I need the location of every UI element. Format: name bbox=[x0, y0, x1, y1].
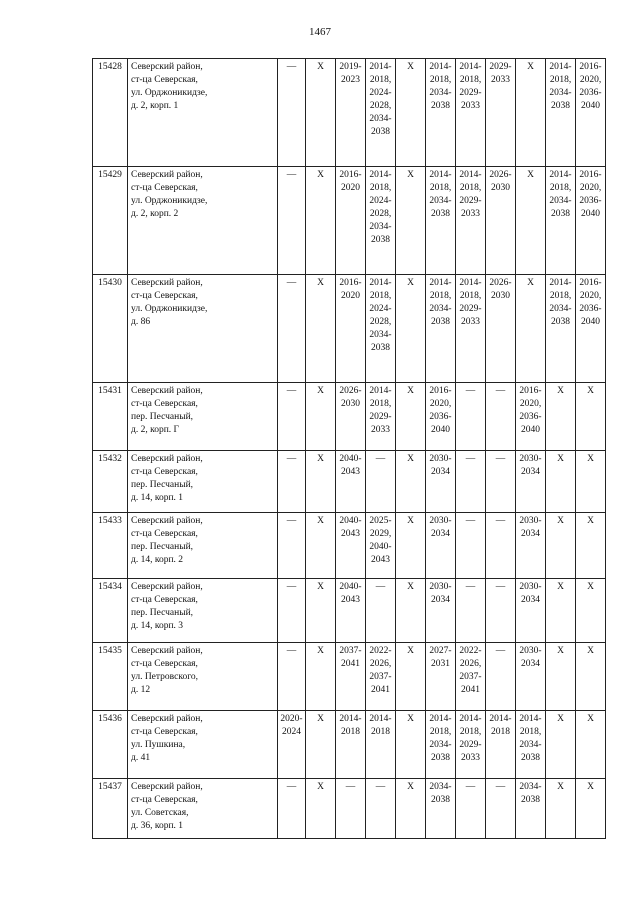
period-cell: 2016- 2020, 2036- 2040 bbox=[576, 275, 606, 383]
period-cell: 2016- 2020, 2036- 2040 bbox=[516, 383, 546, 451]
period-cell: — bbox=[486, 779, 516, 839]
period-cell: 2016- 2020 bbox=[336, 167, 366, 275]
period-cell: 2030- 2034 bbox=[426, 513, 456, 579]
table-row bbox=[93, 711, 606, 779]
period-cell: 2014- 2018, 2034- 2038 bbox=[426, 167, 456, 275]
row-id-cell: 15437 bbox=[93, 779, 128, 839]
period-cell: 2022- 2026, 2037- 2041 bbox=[366, 643, 396, 711]
period-cell: 2030- 2034 bbox=[426, 451, 456, 513]
period-cell: X bbox=[396, 59, 426, 167]
period-cell: 2014- 2018, 2034- 2038 bbox=[426, 275, 456, 383]
period-cell: 2014- 2018, 2034- 2038 bbox=[426, 711, 456, 779]
period-cell: — bbox=[278, 275, 306, 383]
registry-table bbox=[92, 58, 606, 839]
period-cell: X bbox=[546, 513, 576, 579]
row-id-cell: 15429 bbox=[93, 167, 128, 275]
period-cell: 2034- 2038 bbox=[516, 779, 546, 839]
period-cell: 2040- 2043 bbox=[336, 513, 366, 579]
address-cell: Северский район, ст-ца Северская, ул. Орджоникидзе, д. 86 bbox=[128, 275, 278, 383]
period-cell: 2016- 2020, 2036- 2040 bbox=[426, 383, 456, 451]
period-cell: — bbox=[278, 643, 306, 711]
period-cell: — bbox=[456, 451, 486, 513]
period-cell: 2014- 2018, 2029- 2033 bbox=[456, 167, 486, 275]
period-cell: 2020- 2024 bbox=[278, 711, 306, 779]
row-id-cell: 15432 bbox=[93, 451, 128, 513]
period-cell: X bbox=[396, 383, 426, 451]
period-cell: 2014- 2018 bbox=[486, 711, 516, 779]
period-cell: — bbox=[278, 383, 306, 451]
period-cell: 2025- 2029, 2040- 2043 bbox=[366, 513, 396, 579]
period-cell: — bbox=[456, 579, 486, 643]
period-cell: X bbox=[546, 383, 576, 451]
period-cell: — bbox=[366, 451, 396, 513]
period-cell: 2022- 2026, 2037- 2041 bbox=[456, 643, 486, 711]
table-row bbox=[93, 779, 606, 839]
period-cell: X bbox=[396, 167, 426, 275]
period-cell: — bbox=[486, 383, 516, 451]
period-cell: 2016- 2020 bbox=[336, 275, 366, 383]
period-cell: X bbox=[576, 383, 606, 451]
period-cell: — bbox=[278, 167, 306, 275]
period-cell: X bbox=[576, 779, 606, 839]
period-cell: 2014- 2018, 2034- 2038 bbox=[516, 711, 546, 779]
period-cell: X bbox=[396, 711, 426, 779]
address-cell: Северский район, ст-ца Северская, ул. Орджоникидзе, д. 2, корп. 2 bbox=[128, 167, 278, 275]
period-cell: 2027- 2031 bbox=[426, 643, 456, 711]
period-cell: 2037- 2041 bbox=[336, 643, 366, 711]
address-cell: Северский район, ст-ца Северская, ул. Пушкина, д. 41 bbox=[128, 711, 278, 779]
table-row bbox=[93, 275, 606, 383]
period-cell: 2030- 2034 bbox=[516, 643, 546, 711]
period-cell: 2014- 2018, 2029- 2033 bbox=[456, 275, 486, 383]
table-row bbox=[93, 383, 606, 451]
address-cell: Северский район, ст-ца Северская, пер. Песчаный, д. 14, корп. 1 bbox=[128, 451, 278, 513]
period-cell: 2034- 2038 bbox=[426, 779, 456, 839]
table-row bbox=[93, 167, 606, 275]
period-cell: — bbox=[486, 579, 516, 643]
period-cell: X bbox=[516, 167, 546, 275]
period-cell: — bbox=[486, 643, 516, 711]
period-cell: 2014- 2018, 2024- 2028, 2034- 2038 bbox=[366, 167, 396, 275]
period-cell: — bbox=[366, 579, 396, 643]
period-cell: 2014- 2018, 2029- 2033 bbox=[456, 711, 486, 779]
period-cell: X bbox=[306, 779, 336, 839]
period-cell: 2014- 2018, 2029- 2033 bbox=[456, 59, 486, 167]
period-cell: 2014- 2018, 2034- 2038 bbox=[546, 59, 576, 167]
address-cell: Северский район, ст-ца Северская, пер. Песчаный, д. 2, корп. Г bbox=[128, 383, 278, 451]
period-cell: 2030- 2034 bbox=[516, 579, 546, 643]
period-cell: 2026- 2030 bbox=[336, 383, 366, 451]
period-cell: X bbox=[306, 167, 336, 275]
period-cell: X bbox=[516, 275, 546, 383]
period-cell: X bbox=[546, 711, 576, 779]
address-cell: Северский район, ст-ца Северская, ул. Советская, д. 36, корп. 1 bbox=[128, 779, 278, 839]
table-row bbox=[93, 579, 606, 643]
period-cell: X bbox=[396, 779, 426, 839]
address-cell: Северский район, ст-ца Северская, пер. Песчаный, д. 14, корп. 2 bbox=[128, 513, 278, 579]
period-cell: 2014- 2018, 2024- 2028, 2034- 2038 bbox=[366, 59, 396, 167]
period-cell: 2026- 2030 bbox=[486, 167, 516, 275]
table-row bbox=[93, 643, 606, 711]
period-cell: X bbox=[516, 59, 546, 167]
period-cell: X bbox=[576, 451, 606, 513]
period-cell: X bbox=[306, 275, 336, 383]
period-cell: — bbox=[456, 383, 486, 451]
period-cell: X bbox=[306, 643, 336, 711]
period-cell: X bbox=[396, 451, 426, 513]
period-cell: 2040- 2043 bbox=[336, 579, 366, 643]
table-row bbox=[93, 513, 606, 579]
row-id-cell: 15431 bbox=[93, 383, 128, 451]
period-cell: 2030- 2034 bbox=[516, 451, 546, 513]
period-cell: X bbox=[396, 275, 426, 383]
address-cell: Северский район, ст-ца Северская, пер. Песчаный, д. 14, корп. 3 bbox=[128, 579, 278, 643]
row-id-cell: 15430 bbox=[93, 275, 128, 383]
page-number: 1467 bbox=[309, 26, 331, 38]
period-cell: — bbox=[486, 451, 516, 513]
period-cell: — bbox=[278, 451, 306, 513]
period-cell: — bbox=[278, 59, 306, 167]
period-cell: 2014- 2018, 2034- 2038 bbox=[546, 275, 576, 383]
address-cell: Северский район, ст-ца Северская, ул. Орджоникидзе, д. 2, корп. 1 bbox=[128, 59, 278, 167]
period-cell: X bbox=[306, 383, 336, 451]
period-cell: 2029- 2033 bbox=[486, 59, 516, 167]
period-cell: X bbox=[576, 579, 606, 643]
period-cell: — bbox=[336, 779, 366, 839]
period-cell: X bbox=[396, 579, 426, 643]
period-cell: X bbox=[546, 451, 576, 513]
period-cell: 2014- 2018, 2034- 2038 bbox=[546, 167, 576, 275]
period-cell: X bbox=[546, 579, 576, 643]
period-cell: — bbox=[456, 513, 486, 579]
period-cell: — bbox=[278, 513, 306, 579]
row-id-cell: 15435 bbox=[93, 643, 128, 711]
period-cell: X bbox=[306, 579, 336, 643]
period-cell: X bbox=[546, 643, 576, 711]
address-cell: Северский район, ст-ца Северская, ул. Петровского, д. 12 bbox=[128, 643, 278, 711]
period-cell: 2030- 2034 bbox=[516, 513, 546, 579]
period-cell: — bbox=[456, 779, 486, 839]
period-cell: X bbox=[306, 59, 336, 167]
period-cell: X bbox=[396, 643, 426, 711]
period-cell: — bbox=[278, 779, 306, 839]
period-cell: 2014- 2018, 2024- 2028, 2034- 2038 bbox=[366, 275, 396, 383]
period-cell: X bbox=[576, 711, 606, 779]
period-cell: — bbox=[486, 513, 516, 579]
period-cell: 2014- 2018, 2029- 2033 bbox=[366, 383, 396, 451]
period-cell: 2016- 2020, 2036- 2040 bbox=[576, 167, 606, 275]
period-cell: 2026- 2030 bbox=[486, 275, 516, 383]
table-row bbox=[93, 59, 606, 167]
period-cell: — bbox=[366, 779, 396, 839]
period-cell: 2019- 2023 bbox=[336, 59, 366, 167]
period-cell: — bbox=[278, 579, 306, 643]
period-cell: 2030- 2034 bbox=[426, 579, 456, 643]
table-row bbox=[93, 451, 606, 513]
period-cell: X bbox=[576, 643, 606, 711]
period-cell: X bbox=[396, 513, 426, 579]
period-cell: X bbox=[306, 711, 336, 779]
period-cell: 2040- 2043 bbox=[336, 451, 366, 513]
period-cell: 2014- 2018 bbox=[366, 711, 396, 779]
period-cell: X bbox=[306, 451, 336, 513]
period-cell: X bbox=[546, 779, 576, 839]
period-cell: 2014- 2018 bbox=[336, 711, 366, 779]
row-id-cell: 15428 bbox=[93, 59, 128, 167]
row-id-cell: 15433 bbox=[93, 513, 128, 579]
period-cell: X bbox=[576, 513, 606, 579]
period-cell: 2014- 2018, 2034- 2038 bbox=[426, 59, 456, 167]
period-cell: X bbox=[306, 513, 336, 579]
period-cell: 2016- 2020, 2036- 2040 bbox=[576, 59, 606, 167]
row-id-cell: 15436 bbox=[93, 711, 128, 779]
row-id-cell: 15434 bbox=[93, 579, 128, 643]
